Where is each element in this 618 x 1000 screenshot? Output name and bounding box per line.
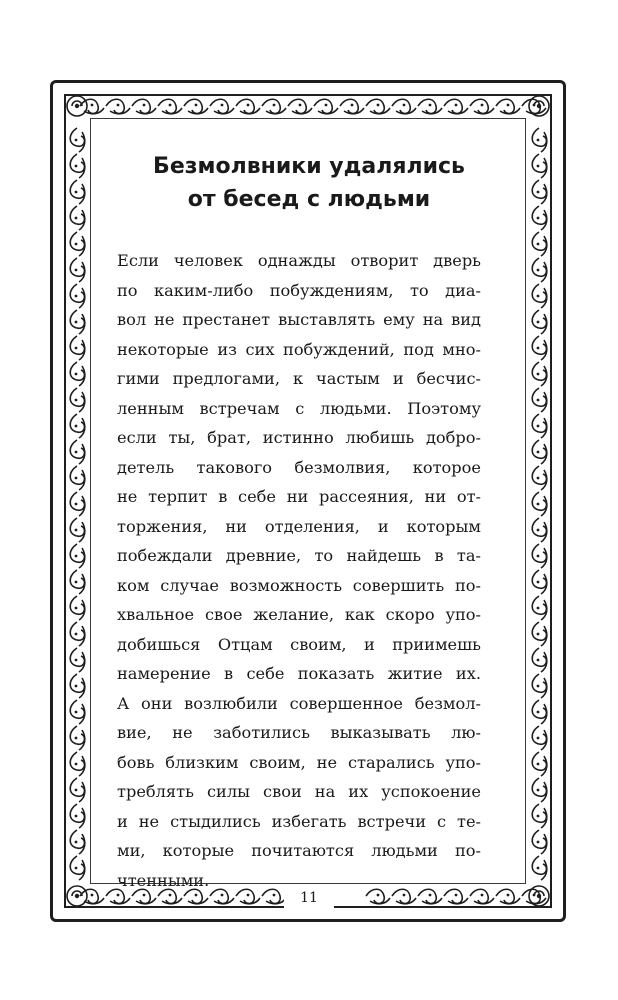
title-line-2: от бесед с людьми bbox=[187, 187, 431, 212]
text-line: детель такового безмолвия, которое bbox=[117, 457, 481, 477]
text-line: вие, не заботились выказывать лю- bbox=[117, 723, 481, 742]
text-line: по каким-либо побуждениям, то диа- bbox=[117, 280, 481, 300]
text-line: Если человек однажды отворит дверь bbox=[117, 251, 481, 270]
text-line: треблять силы свои на их успокоение bbox=[117, 782, 481, 801]
text-line: торжения, ни отделения, и которым bbox=[117, 516, 481, 536]
text-line: гими предлогами, к частым и бесчис- bbox=[117, 369, 481, 388]
text-line: ми, которые почитаются людьми по- bbox=[117, 841, 481, 860]
body-paragraph bbox=[117, 246, 481, 895]
text-line: ленным встречам с людьми. Поэтому bbox=[117, 398, 481, 418]
text-line: некоторые из сих побуждений, под мно- bbox=[117, 339, 481, 359]
text-line: ком случае возможность совершить по- bbox=[117, 575, 481, 595]
text-line: если ты, брат, истинно любишь добро- bbox=[117, 428, 481, 447]
text-line: вол не престанет выставлять ему на вид bbox=[117, 310, 481, 329]
text-line: не терпит в себе ни рассеяния, ни от- bbox=[117, 487, 481, 506]
text-line: намерение в себе показать житие их. bbox=[117, 664, 481, 683]
text-line: А они возлюбили совершенное безмол- bbox=[117, 693, 481, 713]
text-line: и не стыдились избегать встречи с те- bbox=[117, 811, 481, 831]
text-line: добишься Отцам своим, и приимешь bbox=[117, 634, 481, 654]
page-title bbox=[100, 150, 518, 216]
text-line: побеждали древние, то найдешь в та- bbox=[117, 546, 481, 565]
text-line: бовь близким своим, не старались упо- bbox=[117, 752, 481, 772]
text-line: чтенными. bbox=[117, 870, 210, 890]
page-number: 11 bbox=[284, 887, 334, 909]
text-line: хвальное свое желание, как скоро упо- bbox=[117, 605, 481, 624]
title-line-1: Безмолвники удалялись bbox=[153, 154, 465, 179]
